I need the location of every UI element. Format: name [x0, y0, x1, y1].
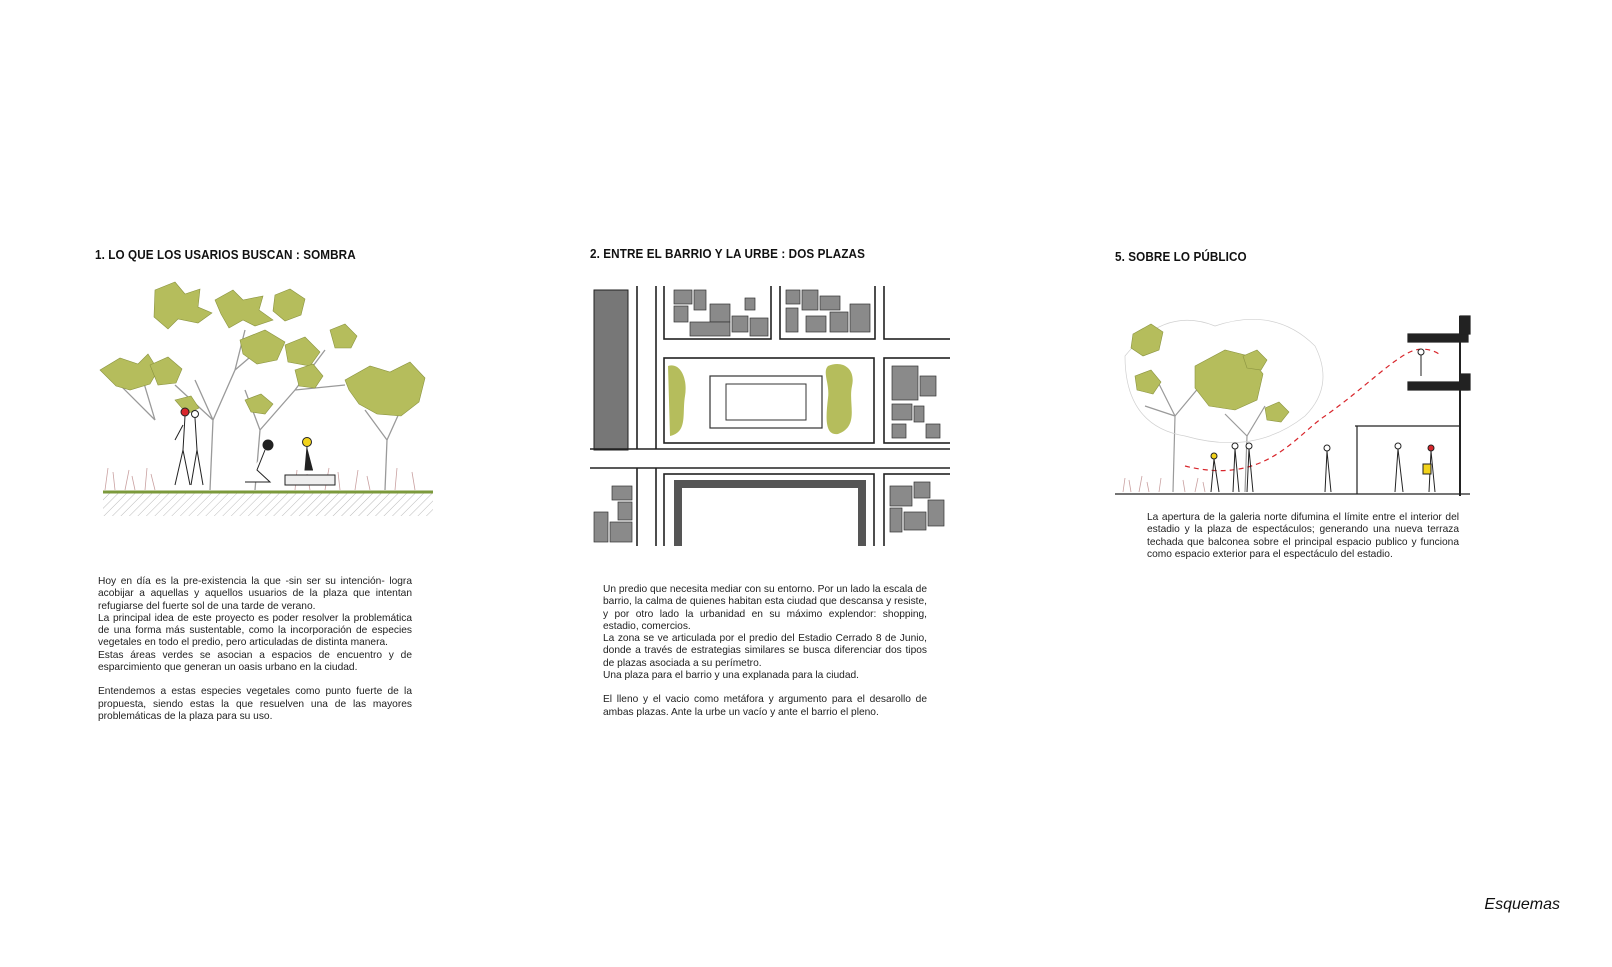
section-5-section-illustration — [1115, 296, 1475, 506]
section-2-urban-plan-diagram — [590, 286, 950, 546]
section-1-paragraph-2: Entendemos a estas especies vegetales como punto fuerte de la propuesta, siendo estas la que resuelven una de las mayores problemáticas de la plaza para su uso. — [98, 686, 412, 722]
section-2-heading: 2. ENTRE EL BARRIO Y LA URBE : DOS PLAZAS — [590, 246, 865, 261]
section-1-heading: 1. LO QUE LOS USARIOS BUSCAN : SOMBRA — [95, 247, 356, 262]
section-1-tree-illustration — [95, 270, 440, 540]
section-2-text — [603, 584, 927, 731]
section-2-paragraph-1: Un predio que necesita mediar con su entorno. Por un lado la escala de barrio, la calma de quienes habitan esta ciudad que descansa y resiste, y por otro lado la urbanidad en su máximo explendor: shopping, estadio, comercios. La zona se ve articulada por el predio del Estadio Cerrado 8 de Junio, donde a través de estrategias similares se busca diferenciar dos tipos de plazas asociada a su perímetro. Una plaza para el barrio y una explanada para la ciudad. — [603, 584, 927, 682]
section-5-text — [1147, 512, 1459, 573]
section-2-paragraph-2: El lleno y el vacio como metáfora y argumento para el desarollo de ambas plazas. Ante la urbe un vacío y ante el barrio el pleno. — [603, 694, 927, 718]
section-1-text — [98, 576, 412, 735]
page-footer-label: Esquemas — [1484, 896, 1560, 913]
section-5-heading: 5. SOBRE LO PÚBLICO — [1115, 249, 1247, 264]
section-5-paragraph-1: La apertura de la galeria norte difumina el límite entre el interior del estadio y la plaza de espectáculos; generando una nueva terraza techada que balconea sobre el principal espacio publico y funciona como espacio exterior para el espectáculo del estadio. — [1147, 512, 1459, 560]
section-1-paragraph-1: Hoy en día es la pre-existencia la que -sin ser su intención- logra acobijar a aquellas y aquellos usuarios de la plaza que intentan refugiarse del fuerte sol de una tarde de verano. La principal idea de este proyecto es poder resolver la problemática de una forma más sustentable, como la incorporación de especies vegetales en todo el predio, pero articuladas de distinta manera. Estas áreas verdes se asocian a espacios de encuentro y de esparcimiento que generan un oasis urbano en la ciudad. — [98, 576, 412, 674]
